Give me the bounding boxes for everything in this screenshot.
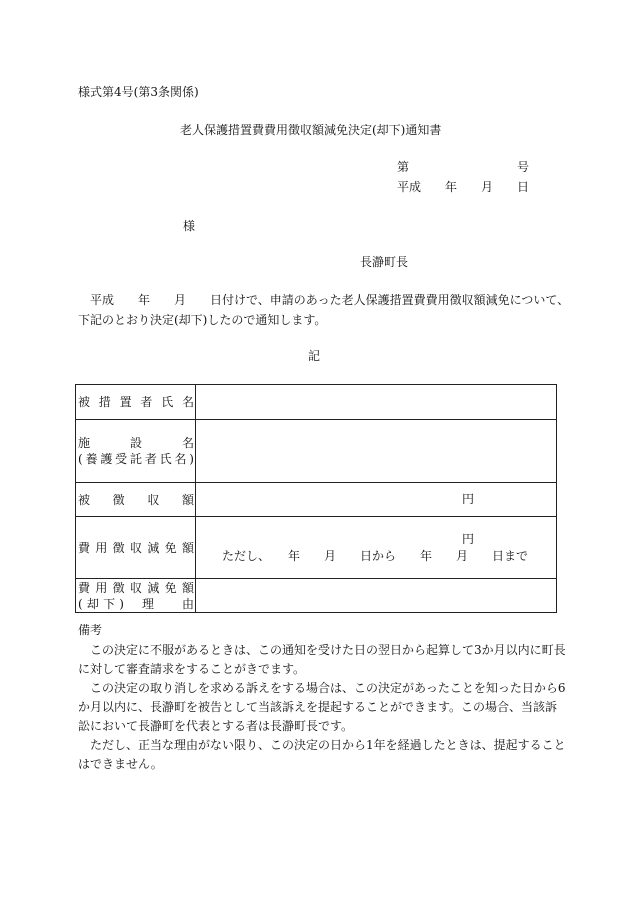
remarks-line: 訟において長瀞町を代表とする者は長瀞町長です。: [78, 719, 354, 733]
table-row-recipient-name: [76, 385, 556, 420]
document-title: 老人保護措置費費用徴収額減免決定(却下)通知書: [180, 123, 442, 137]
addressee-honorific: 様: [183, 219, 196, 233]
row-label-subtext: ( 養 護 受 託 者 氏 名 ): [78, 452, 194, 466]
document-number-line: 第 号: [397, 160, 530, 174]
table-row-reduction-amount: [76, 517, 556, 579]
remarks-line: か月以内に、長瀞町を被告として当該訴えを提起することができます。この場合、当該訴: [78, 700, 558, 714]
form-number: 様式第4号(第3条関係): [78, 85, 199, 99]
issue-date-line: 平成 年 月 日: [397, 180, 530, 194]
row-value-field: [196, 517, 556, 578]
remarks-line: はできません。: [78, 757, 163, 771]
body-line: 下記のとおり決定(却下)したので通知します。: [78, 313, 327, 327]
row-label-subline: [78, 596, 194, 612]
row-label: [76, 517, 196, 578]
row-label: [76, 420, 196, 482]
row-label: [76, 385, 196, 419]
row-value-field: [196, 483, 556, 516]
reduction-period: ただし、 年 月 日から 年 月 日まで: [222, 549, 529, 563]
row-label: [76, 579, 196, 612]
table-row-collected-amount: [76, 483, 556, 517]
remarks-line: ただし、正当な理由がない限り、この決定の日から1年を経過したときは、提起すること: [78, 738, 566, 752]
remarks-line: この決定の取り消しを求める訴えをする場合は、この決定があったことを知った日から6: [78, 681, 566, 695]
issuer-name: 長瀞町長: [360, 255, 409, 269]
remarks-line: に対して審査請求をすることがきでます。: [78, 662, 306, 676]
row-value-field: [196, 579, 556, 612]
remarks-line: この決定に不服があるときは、この通知を受けた日の翌日から起算して3か月以内に町長: [78, 643, 566, 657]
row-label-text: 施 設 名: [78, 436, 194, 450]
body-line: 平成 年 月 日付けで、申請のあった老人保護措置費費用徴収額減免について、: [78, 293, 570, 307]
table-row-reduction-reason: [76, 579, 556, 612]
row-value-field: [196, 385, 556, 419]
row-label: [76, 483, 196, 516]
table-row-facility-name: [76, 420, 556, 483]
rejection-label: ( 却 下 ): [78, 596, 124, 611]
row-label-text: 被 徴 収 額: [78, 492, 194, 507]
row-value-field: [196, 420, 556, 482]
yen-unit: 円: [462, 532, 475, 546]
row-label-text: 費 用 徴 収 減 免 額: [78, 540, 194, 555]
ki-marker: 記: [308, 349, 321, 363]
reason-label: 理 由: [142, 596, 194, 611]
yen-unit: 円: [462, 492, 475, 506]
row-label-text: 費 用 徴 収 減 免 額: [78, 580, 194, 595]
row-label-text: 被 措 置 者 氏 名: [78, 395, 194, 409]
details-table: [75, 384, 557, 613]
remarks-heading: 備考: [78, 623, 103, 637]
